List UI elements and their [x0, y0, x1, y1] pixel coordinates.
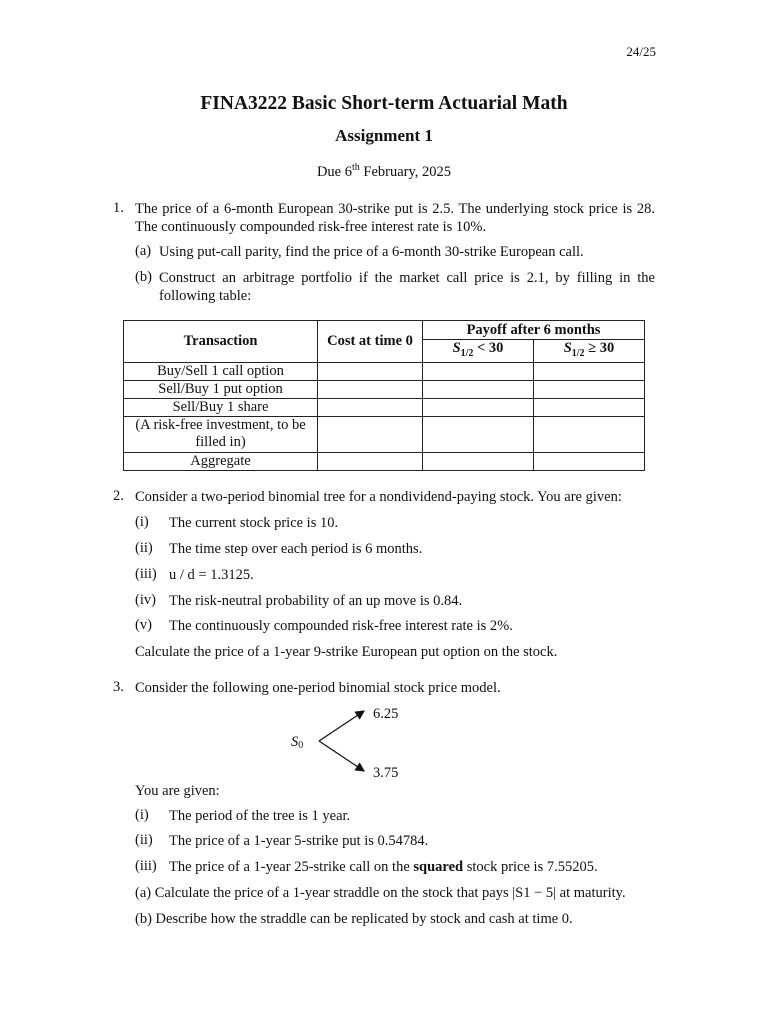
assignment-title: Assignment 1 — [335, 126, 433, 145]
due-date — [0, 162, 768, 181]
col-payoff-ge: $S_{1/2} \ge 30$ — [534, 340, 645, 363]
row-label: (A risk-free investment, to be filled in) — [124, 416, 318, 452]
q3-given: You are given: — [135, 783, 220, 799]
q2-closing: Calculate the price of a 1-year 9-strike European put option on the stock. — [135, 644, 558, 660]
q2-i-label: (i) — [135, 514, 149, 530]
q3-ii-text: The price of a 1-year 5-strike put is 0.54784. — [169, 833, 429, 849]
q2-number: 2. — [113, 488, 124, 504]
col-cost: Cost at time 0 — [318, 321, 423, 363]
tree-down-value: 3.75 — [373, 765, 399, 781]
col-payoff: Payoff after 6 months — [423, 321, 645, 340]
q3b-label: (b) — [135, 911, 152, 927]
q3-i-label: (i) — [135, 807, 149, 823]
q2-iii-text: u / d = 1.3125. — [169, 567, 254, 583]
q2-i-text: The current stock price is 10. — [169, 515, 339, 531]
table-row — [124, 380, 645, 398]
q3b-text — [135, 910, 660, 928]
q3-number: 3. — [113, 679, 124, 695]
q2-v-text: The continuously compounded risk-free interest rate is 2%. — [169, 618, 513, 634]
q2-text: Consider a two-period binomial tree for a nondividend-paying stock. You are given: — [135, 489, 622, 505]
q2-ii-text: The time step over each period is 6 months. — [169, 541, 423, 557]
q3a-text — [135, 884, 660, 902]
q1b-text: Construct an arbitrage portfolio if the market call price is 2.1, by filling in the following table: — [159, 270, 655, 304]
squared-emphasis: squared — [413, 859, 464, 875]
table-row — [124, 416, 645, 452]
q3a-body: Calculate the price of a 1-year straddle on the stock that pays |S1 − 5| at maturity. — [154, 885, 626, 901]
col-transaction: Transaction — [124, 321, 318, 363]
q3-iii-label: (iii) — [135, 858, 157, 874]
q1a-text: Using put-call parity, find the price of a 6-month 30-strike European call. — [159, 244, 584, 260]
due-sup: th — [351, 162, 360, 173]
q3-text: Consider the following one-period binomial stock price model. — [135, 680, 501, 696]
q3b-body: Describe how the straddle can be replicated by stock and cash at time 0. — [155, 911, 573, 927]
row-label: Aggregate — [124, 452, 318, 470]
q3-iii-text: The price of a 1-year 25-strike call on the squared stock price is 7.55205. — [169, 859, 598, 875]
course-title: FINA3222 Basic Short-term Actuarial Math — [200, 93, 568, 114]
q2-iv-text: The risk-neutral probability of an up move is 0.84. — [169, 593, 463, 609]
q1-number: 1. — [113, 200, 124, 216]
due-suffix: February, 2025 — [359, 163, 452, 180]
q3a-label: (a) — [135, 885, 152, 901]
q3-ii-label: (ii) — [135, 832, 153, 848]
q2-iii-label: (iii) — [135, 566, 157, 582]
row-label: Sell/Buy 1 share — [124, 398, 318, 416]
tree-root-label: S0 — [291, 734, 304, 751]
q2-iv-label: (iv) — [135, 592, 156, 608]
q1a-label: (a) — [135, 243, 152, 259]
arbitrage-table — [123, 320, 645, 471]
table-row — [124, 362, 645, 380]
up-branch-arrow — [319, 711, 364, 741]
q3-i-text: The period of the tree is 1 year. — [169, 808, 351, 824]
q1-text: The price of a 6-month European 30-strike put is 2.5. The underlying stock price is 28. The continuously compounded risk-free interest rate is 10%. — [135, 201, 655, 235]
col-payoff-lt: $S_{1/2} < 30$ — [423, 340, 534, 363]
q2-v-label: (v) — [135, 617, 152, 633]
table-row — [124, 398, 645, 416]
q2-ii-label: (ii) — [135, 540, 153, 556]
q1b-label: (b) — [135, 269, 152, 285]
tree-up-value: 6.25 — [373, 706, 399, 722]
row-label: Sell/Buy 1 put option — [124, 380, 318, 398]
down-branch-arrow — [319, 741, 364, 771]
due-prefix: Due 6 — [316, 163, 352, 180]
table-row — [124, 452, 645, 470]
row-label: Buy/Sell 1 call option — [124, 362, 318, 380]
page-number: 24/25 — [626, 44, 656, 59]
